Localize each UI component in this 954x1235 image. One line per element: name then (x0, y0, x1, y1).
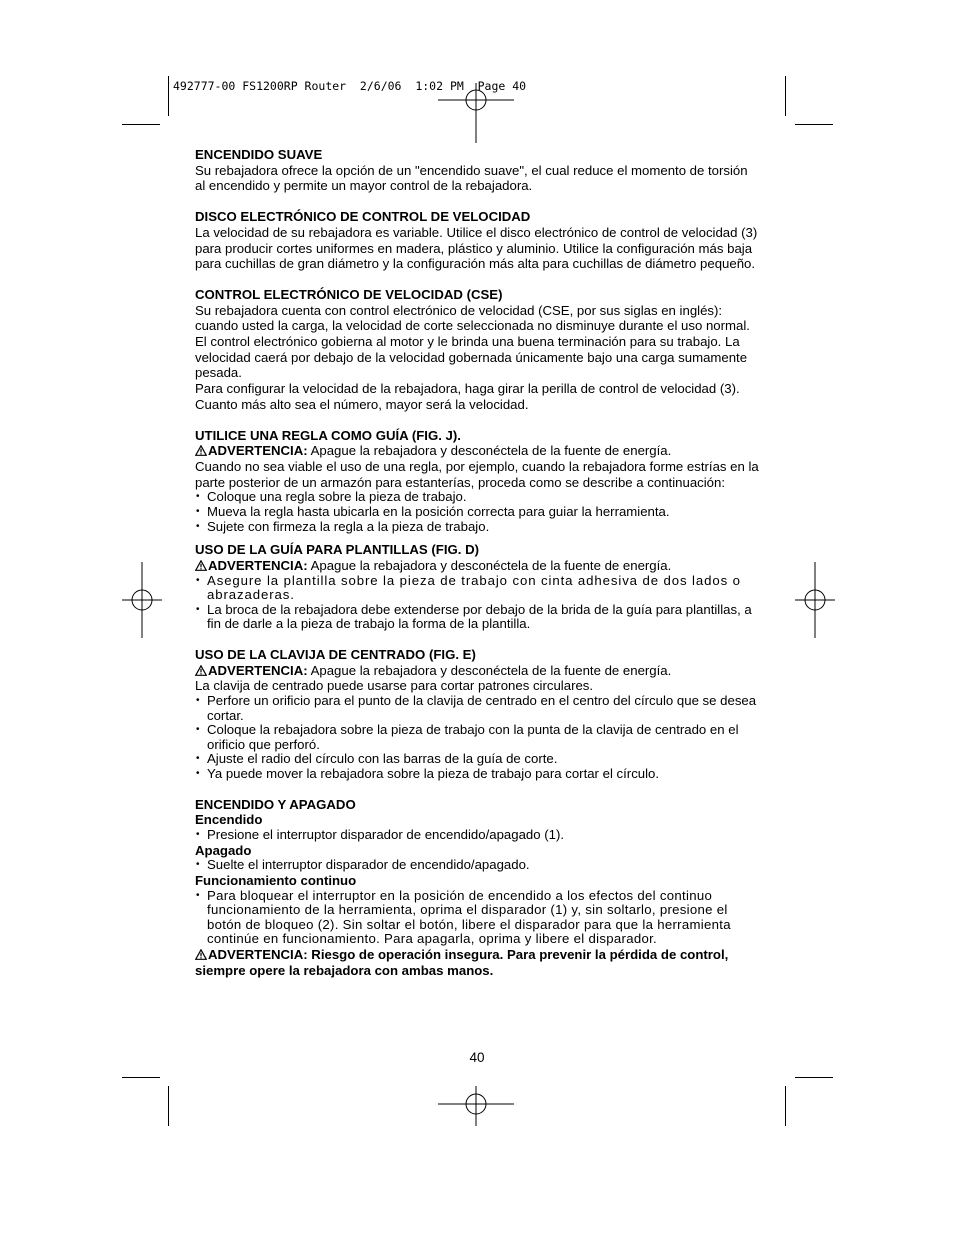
warning-triangle-icon (195, 560, 207, 571)
list-item: • Sujete con firmeza la regla a la pieza de trabajo. (195, 520, 761, 535)
speed-dial-text: La velocidad de su rebajadora es variable. Utilice el disco electrónico de control de velocidad (3) para producir cortes uniformes en madera, plástico y aluminio. Utilice la configuración más baja para cuchillas de gran diámetro y la configuración más alta para cuchillas de diámetro pequeño. (195, 224, 758, 272)
off-list (195, 858, 761, 873)
straight-edge-heading: UTILICE UNA REGLA COMO GUÍA (FIG. J). (195, 427, 461, 443)
list-item: • Suelte el interruptor disparador de encendido/apagado. (195, 858, 761, 873)
crop-mark-top-right-h (795, 124, 833, 125)
straight-edge-text: Cuando no sea viable el uso de una regla, por ejemplo, cuando la rebajadora forme estrías en la parte posterior de un armazón para estanterías, proceda como se describe a continuación: (195, 458, 759, 490)
crop-mark-bottom-right-v (785, 1086, 786, 1126)
list-item: • Perfore un orificio para el punto de la clavija de centrado en el centro del círculo que se desea cortar. (195, 694, 761, 723)
list-item: • Presione el interruptor disparador de encendido/apagado (1). (195, 828, 761, 843)
center-pin-list (195, 694, 761, 782)
on-subheading: Encendido (195, 812, 263, 828)
page-number: 40 (469, 1050, 485, 1065)
warning-triangle-icon (195, 445, 207, 456)
final-warning (195, 947, 761, 978)
center-pin-text: La clavija de centrado puede usarse para cortar patrones circulares. (195, 678, 594, 694)
continuous-subheading: Funcionamiento continuo (195, 872, 357, 888)
straight-edge-list (195, 490, 761, 534)
registration-mark-right-icon (795, 562, 835, 638)
cse-text-1: Su rebajadora cuenta con control electrónico de velocidad (CSE, por sus siglas en inglés): cuando usted la carga, la velocidad de corte seleccionada no disminuye durante el uso normal. El control electrónico gobierna al motor y le brinda una buena terminación para su trabajo. La velocidad caerá por debajo de la velocidad gobernada únicamente bajo una carga sumamente pesada. (195, 302, 750, 381)
list-item: • Coloque una regla sobre la pieza de trabajo. (195, 490, 761, 505)
on-off-heading: ENCENDIDO Y APAGADO (195, 796, 356, 812)
header-slug: 492777-00 FS1200RP Router 2/6/06 1:02 PM Page 40 (173, 79, 527, 93)
template-guide-warning (195, 558, 761, 574)
warning-triangle-icon (195, 665, 207, 676)
crop-mark-top-left-h (122, 124, 160, 125)
warning-label: ADVERTENCIA: (208, 557, 308, 573)
list-item: • La broca de la rebajadora debe extenderse por debajo de la brida de la guía para plantillas, a fin de darle a la pieza de trabajo la forma de la plantilla. (195, 603, 761, 632)
warning-text: Apague la rebajadora y desconéctela de la fuente de energía. (307, 662, 672, 678)
list-item: • Asegure la plantilla sobre la pieza de trabajo con cinta adhesiva de dos lados o abrazaderas. (195, 574, 761, 603)
warning-text: Apague la rebajadora y desconéctela de la fuente de energía. (307, 443, 672, 459)
continuous-list (195, 889, 761, 947)
list-item: • Coloque la rebajadora sobre la pieza de trabajo con la punta de la clavija de centrado en el orificio que perforó. (195, 723, 761, 752)
registration-mark-bottom-icon (438, 1086, 514, 1126)
crop-mark-bottom-right-h (795, 1077, 833, 1078)
registration-mark-left-icon (122, 562, 162, 638)
straight-edge-warning (195, 443, 761, 459)
center-pin-heading: USO DE LA CLAVIJA DE CENTRADO (FIG. E) (195, 646, 476, 662)
crop-mark-top-left-v (168, 76, 169, 116)
list-item: • Para bloquear el interruptor en la posición de encendido a los efectos del continuo funcionamiento de la herramienta, oprima el disparador (1) y, sin soltarlo, presione el botón de bloqueo (2). Sin soltar el botón, libere el disparador para que la herramienta continúe en funcionamiento. Para apagarla, oprima y libere el disparador. (195, 889, 761, 947)
cse-heading: CONTROL ELECTRÓNICO DE VELOCIDAD (CSE) (195, 286, 503, 302)
list-item: • Ya puede mover la rebajadora sobre la pieza de trabajo para cortar el círculo. (195, 767, 761, 782)
center-pin-warning (195, 663, 761, 679)
list-item: • Mueva la regla hasta ubicarla en la posición correcta para guiar la herramienta. (195, 505, 761, 520)
on-list (195, 828, 761, 843)
crop-mark-top-right-v (785, 76, 786, 116)
list-item: • Ajuste el radio del círculo con las barras de la guía de corte. (195, 752, 761, 767)
crop-mark-bottom-left-v (168, 1086, 169, 1126)
final-warning-text: ADVERTENCIA: Riesgo de operación insegura. Para prevenir la pérdida de control, siempre opere la rebajadora con ambas manos. (195, 946, 729, 978)
off-subheading: Apagado (195, 842, 252, 858)
warning-label: ADVERTENCIA: (208, 662, 308, 678)
page-content (195, 147, 761, 978)
soft-start-heading: ENCENDIDO SUAVE (195, 147, 323, 162)
cse-text-2: Para configurar la velocidad de la rebajadora, haga girar la perilla de control de velocidad (3). Cuanto más alto sea el número, mayor será la velocidad. (195, 381, 740, 412)
speed-dial-heading: DISCO ELECTRÓNICO DE CONTROL DE VELOCIDAD (195, 209, 531, 225)
warning-label: ADVERTENCIA: (208, 443, 308, 459)
template-guide-list (195, 574, 761, 632)
soft-start-text: Su rebajadora ofrece la opción de un "encendido suave", el cual reduce el momento de torsión al encendido y permite un mayor control de la rebajadora. (195, 162, 748, 194)
template-guide-heading: USO DE LA GUÍA PARA PLANTILLAS (FIG. D) (195, 542, 480, 558)
crop-mark-bottom-left-h (122, 1077, 160, 1078)
warning-text: Apague la rebajadora y desconéctela de la fuente de energía. (307, 557, 672, 573)
warning-triangle-icon (195, 949, 207, 960)
